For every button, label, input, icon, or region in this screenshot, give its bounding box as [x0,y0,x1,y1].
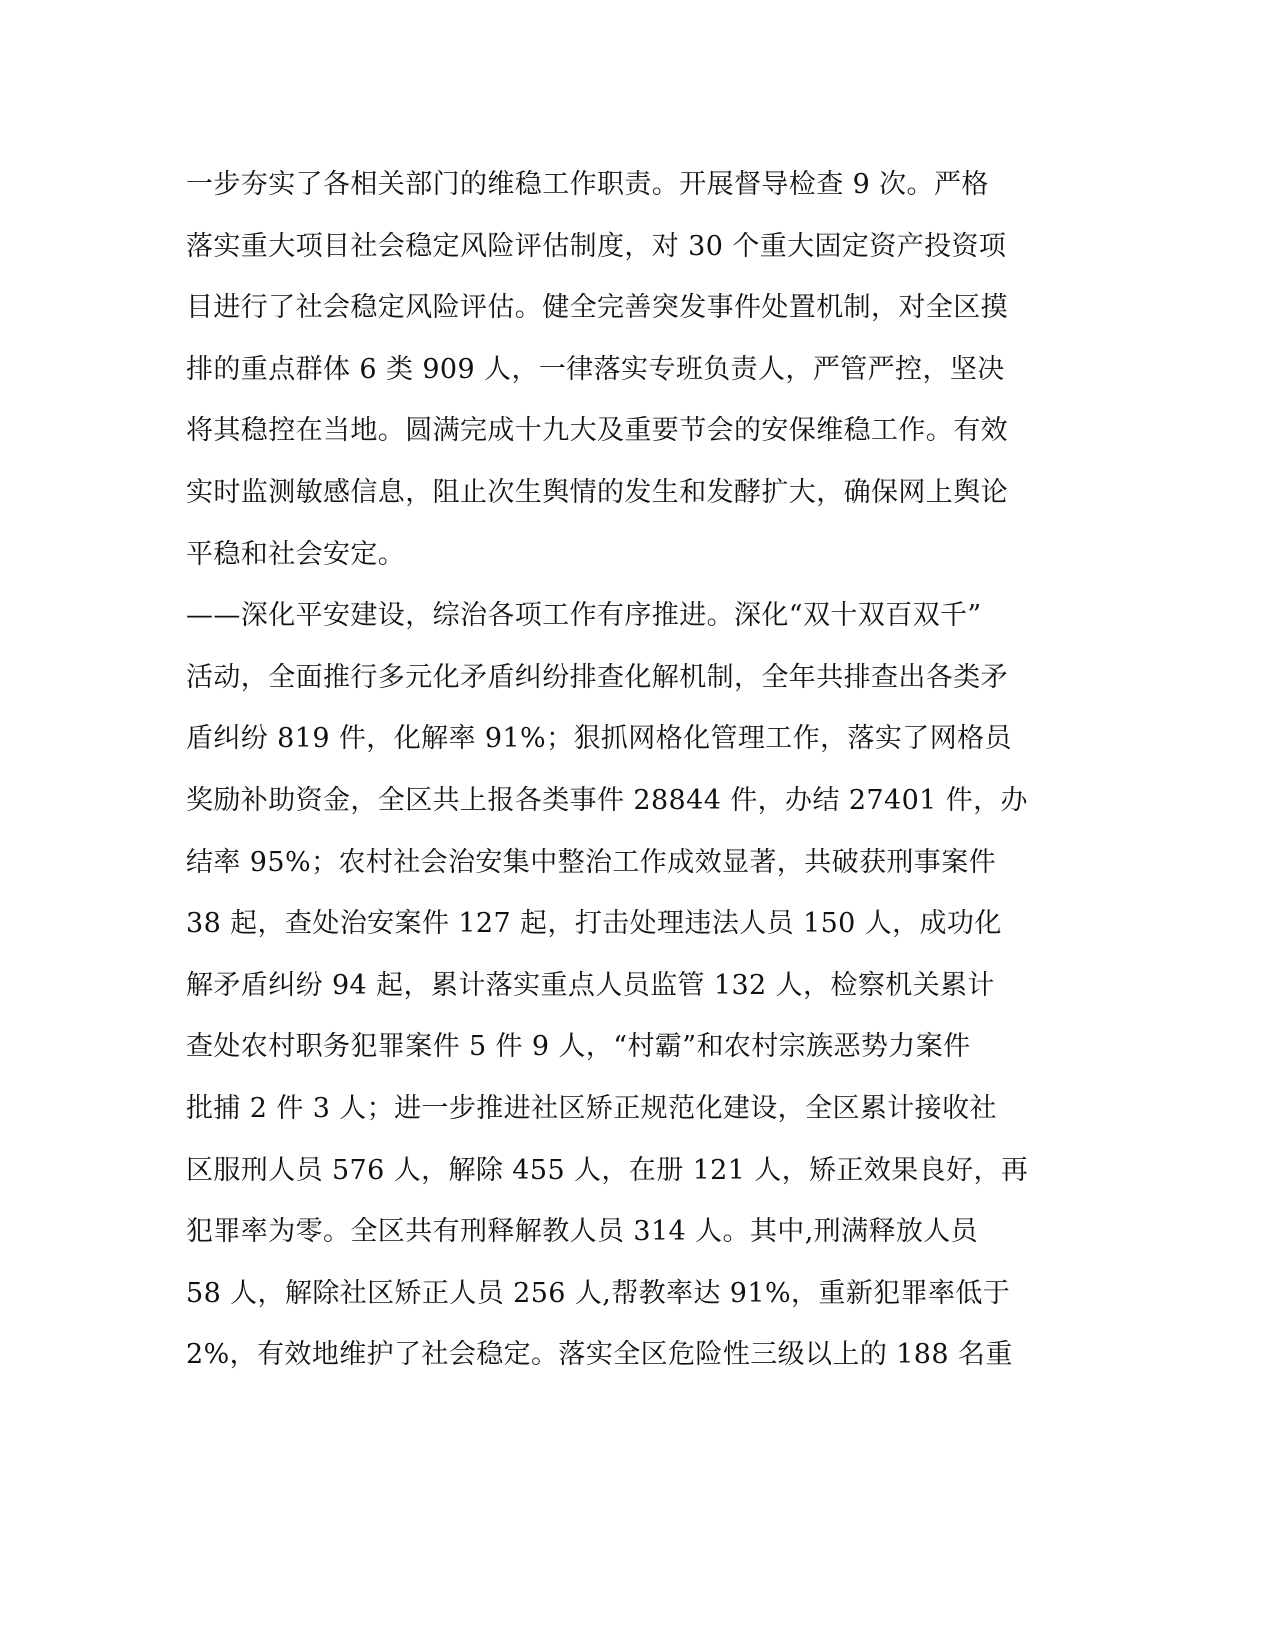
text-line: 活动，全面推行多元化矛盾纠纷排查化解机制，全年共排查出各类矛 [186,661,1008,693]
text-line: 实时监测敏感信息，阻止次生舆情的发生和发酵扩大，确保网上舆论 [186,476,1008,508]
text-line: 一步夯实了各相关部门的维稳工作职责。开展督导检查 9 次。严格 [186,169,989,200]
text-line: 批捕 2 件 3 人；进一步推进社区矫正规范化建设，全区累计接收社 [186,1092,997,1124]
text-line: 查处农村职务犯罪案件 5 件 9 人，“村霸”和农村宗族恶势力案件 [186,1031,971,1063]
text-line: 结率 95%；农村社会治安集中整治工作成效显著，共破获刑事案件 [186,846,996,878]
text-line: 落实重大项目社会稳定风险评估制度，对 30 个重大固定资产投资项 [186,230,1007,262]
text-line: 盾纠纷 819 件，化解率 91%；狠抓网格化管理工作，落实了网格员 [186,723,1012,755]
text-line: 犯罪率为零。全区共有刑释解教人员 314 人。其中,刑满释放人员 [186,1216,979,1248]
text-line: 解矛盾纠纷 94 起，累计落实重点人员监管 132 人，检察机关累计 [186,969,995,1001]
text-line: 平稳和社会安定。 [186,538,406,570]
text-line: 58 人，解除社区矫正人员 256 人,帮教率达 91%，重新犯罪率低于 [186,1277,1011,1309]
text-line: 2%，有效地维护了社会稳定。落实全区危险性三级以上的 188 名重 [186,1339,1013,1371]
text-line: 排的重点群体 6 类 909 人，一律落实专班负责人，严管严控，坚决 [186,353,1005,385]
text-line: 目进行了社会稳定风险评估。健全完善突发事件处置机制，对全区摸 [186,292,1008,324]
body-text [186,154,1046,1386]
text-line: ——深化平安建设，综治各项工作有序推进。深化“双十双百双千” [186,600,982,632]
text-line: 区服刑人员 576 人，解除 455 人，在册 121 人，矫正效果良好，再 [186,1154,1029,1186]
text-line: 将其稳控在当地。圆满完成十九大及重要节会的安保维稳工作。有效 [186,415,1008,447]
text-line: 奖励补助资金，全区共上报各类事件 28844 件，办结 27401 件，办 [186,784,1028,816]
text-line: 38 起，查处治安案件 127 起，打击处理违法人员 150 人，成功化 [186,908,1002,940]
